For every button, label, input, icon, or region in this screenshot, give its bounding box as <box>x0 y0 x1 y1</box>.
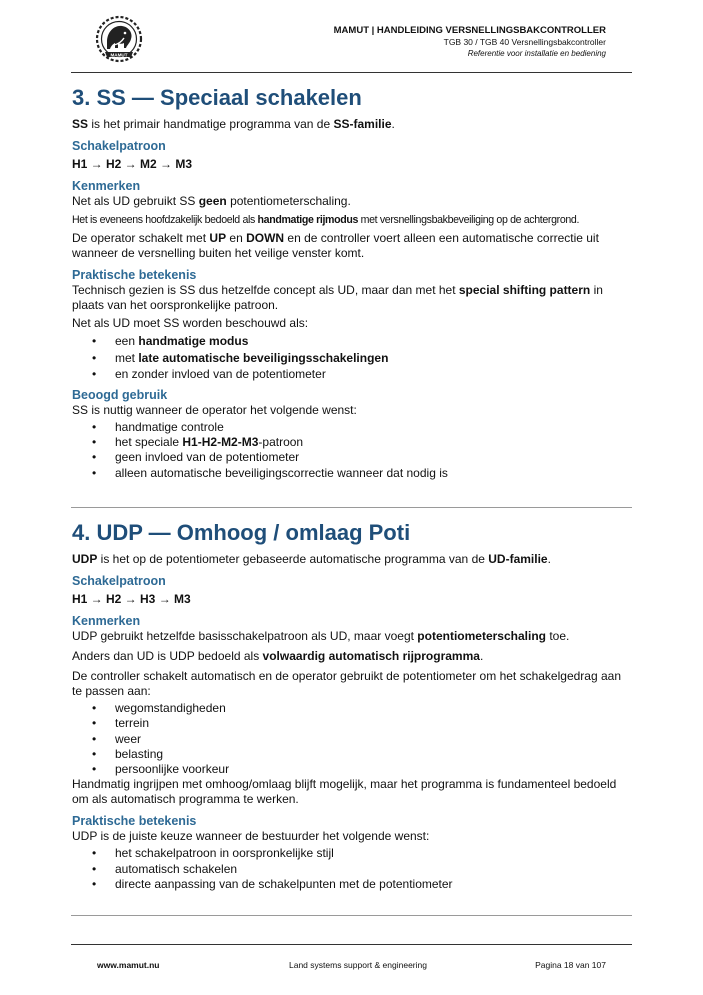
list-item: • alleen automatische beveiligingscorrectie wanneer dat nodig is <box>72 466 632 481</box>
list-item: • en zonder invloed van de potentiometer <box>72 367 632 382</box>
section-3-practical-2: Net als UD moet SS worden beschouwd als: <box>72 316 309 330</box>
section-3-feature-2: Het is eveneens hoofdzakelijk bedoeld als handmatige rijmodus met versnellingsbakbeveiliging op de achtergrond. <box>72 214 580 226</box>
footer-page-number: Pagina 18 van 107 <box>535 960 606 970</box>
manual-subtitle: TGB 30 / TGB 40 Versnellingsbakcontroller <box>443 37 606 47</box>
list-item: • geen invloed van de potentiometer <box>72 450 632 465</box>
page-content-section-4 <box>72 519 632 892</box>
section-4-feature-2: Anders dan UD is UDP bedoeld als volwaardig automatisch rijprogramma. <box>72 649 484 663</box>
page-header <box>334 25 606 59</box>
section-4-practical-intro: UDP is de juiste keuze wanneer de bestuurder het volgende wenst: <box>72 829 430 844</box>
section-3-intro: SS is het primair handmatige programma van de SS-familie. <box>72 117 395 131</box>
section-3-pattern-heading: Schakelpatroon <box>72 139 166 153</box>
footer-url: www.mamut.nu <box>97 960 160 970</box>
section-4-feature-3: De controller schakelt automatisch en de operator gebruikt de potentiometer om het schakelgedrag aan te passen aan: <box>72 669 621 698</box>
section-4-wish-list <box>72 846 632 892</box>
list-item: • persoonlijke voorkeur <box>72 762 632 777</box>
list-item: • terrein <box>72 716 632 731</box>
svg-text:MAMUT: MAMUT <box>110 52 128 58</box>
section-4-practical-heading: Praktische betekenis <box>72 814 197 829</box>
section-4-feature-1: UDP gebruikt hetzelfde basisschakelpatroon als UD, maar voegt potentiometerschaling toe. <box>72 629 570 643</box>
section-3-practical-heading: Praktische betekenis <box>72 268 197 282</box>
section-3-pattern: H1 → H2 → M2 → M3 <box>72 157 193 171</box>
list-item: • met late automatische beveiligingsschakelingen <box>72 351 632 366</box>
manual-title: MAMUT | HANDLEIDING VERSNELLINGSBAKCONTROLLER <box>333 25 606 36</box>
list-item: • handmatige controle <box>72 420 632 435</box>
section-3-mode-list <box>72 334 632 382</box>
list-item: • belasting <box>72 747 632 762</box>
section-3-title: 3. SS — Speciaal schakelen <box>72 85 362 110</box>
list-item: • het speciale H1-H2-M2-M3-patroon <box>72 435 632 450</box>
section-4-adapt-list <box>72 701 632 777</box>
section-3-practical-1: Technisch gezien is SS dus hetzelfde concept als UD, maar dan met het special shifting pattern in plaats van het oorspronkelijke patroon. <box>72 283 603 312</box>
list-item: • automatisch schakelen <box>72 862 632 877</box>
footer-divider <box>71 944 632 945</box>
section-4-manual-note: Handmatig ingrijpen met omhoog/omlaag blijft mogelijk, maar het programma is fundamenteel bedoeld om als automatisch programma te werken. <box>72 777 617 807</box>
section-4-pattern-heading: Schakelpatroon <box>72 574 166 588</box>
mamut-logo <box>93 14 145 64</box>
list-item: • directe aanpassing van de schakelpunten met de potentiometer <box>72 877 632 892</box>
section-divider <box>71 915 632 916</box>
section-4-pattern: H1 → H2 → H3 → M3 <box>72 592 191 606</box>
section-4-title: 4. UDP — Omhoog / omlaag Poti <box>72 520 411 545</box>
section-3-features-heading: Kenmerken <box>72 179 141 193</box>
section-3-use-heading: Beoogd gebruik <box>72 387 168 402</box>
footer-center-text: Land systems support & engineering <box>289 960 427 970</box>
list-item: • een handmatige modus <box>72 334 632 349</box>
list-item: • weer <box>72 732 632 747</box>
header-divider <box>71 72 632 73</box>
section-3-use-intro: SS is nuttig wanneer de operator het volgende wenst: <box>72 402 357 417</box>
list-item: • het schakelpatroon in oorspronkelijke stijl <box>72 846 632 861</box>
section-4-features-heading: Kenmerken <box>72 614 141 628</box>
section-3-feature-1: Net als UD gebruikt SS geen potentiometerschaling. <box>72 194 351 208</box>
list-item: • wegomstandigheden <box>72 701 632 716</box>
manual-tagline: Referentie voor installatie en bediening <box>467 49 606 58</box>
section-4-intro: UDP is het op de potentiometer gebaseerde automatische programma van de UD-familie. <box>72 552 551 566</box>
page-content <box>72 80 632 481</box>
section-3-use-list <box>72 420 632 481</box>
section-3-feature-3: De operator schakelt met UP en DOWN en de controller voert alleen een automatische correctie uit wanneer de versnelling buiten het veilige venster komt. <box>72 231 599 260</box>
section-divider <box>71 507 632 508</box>
